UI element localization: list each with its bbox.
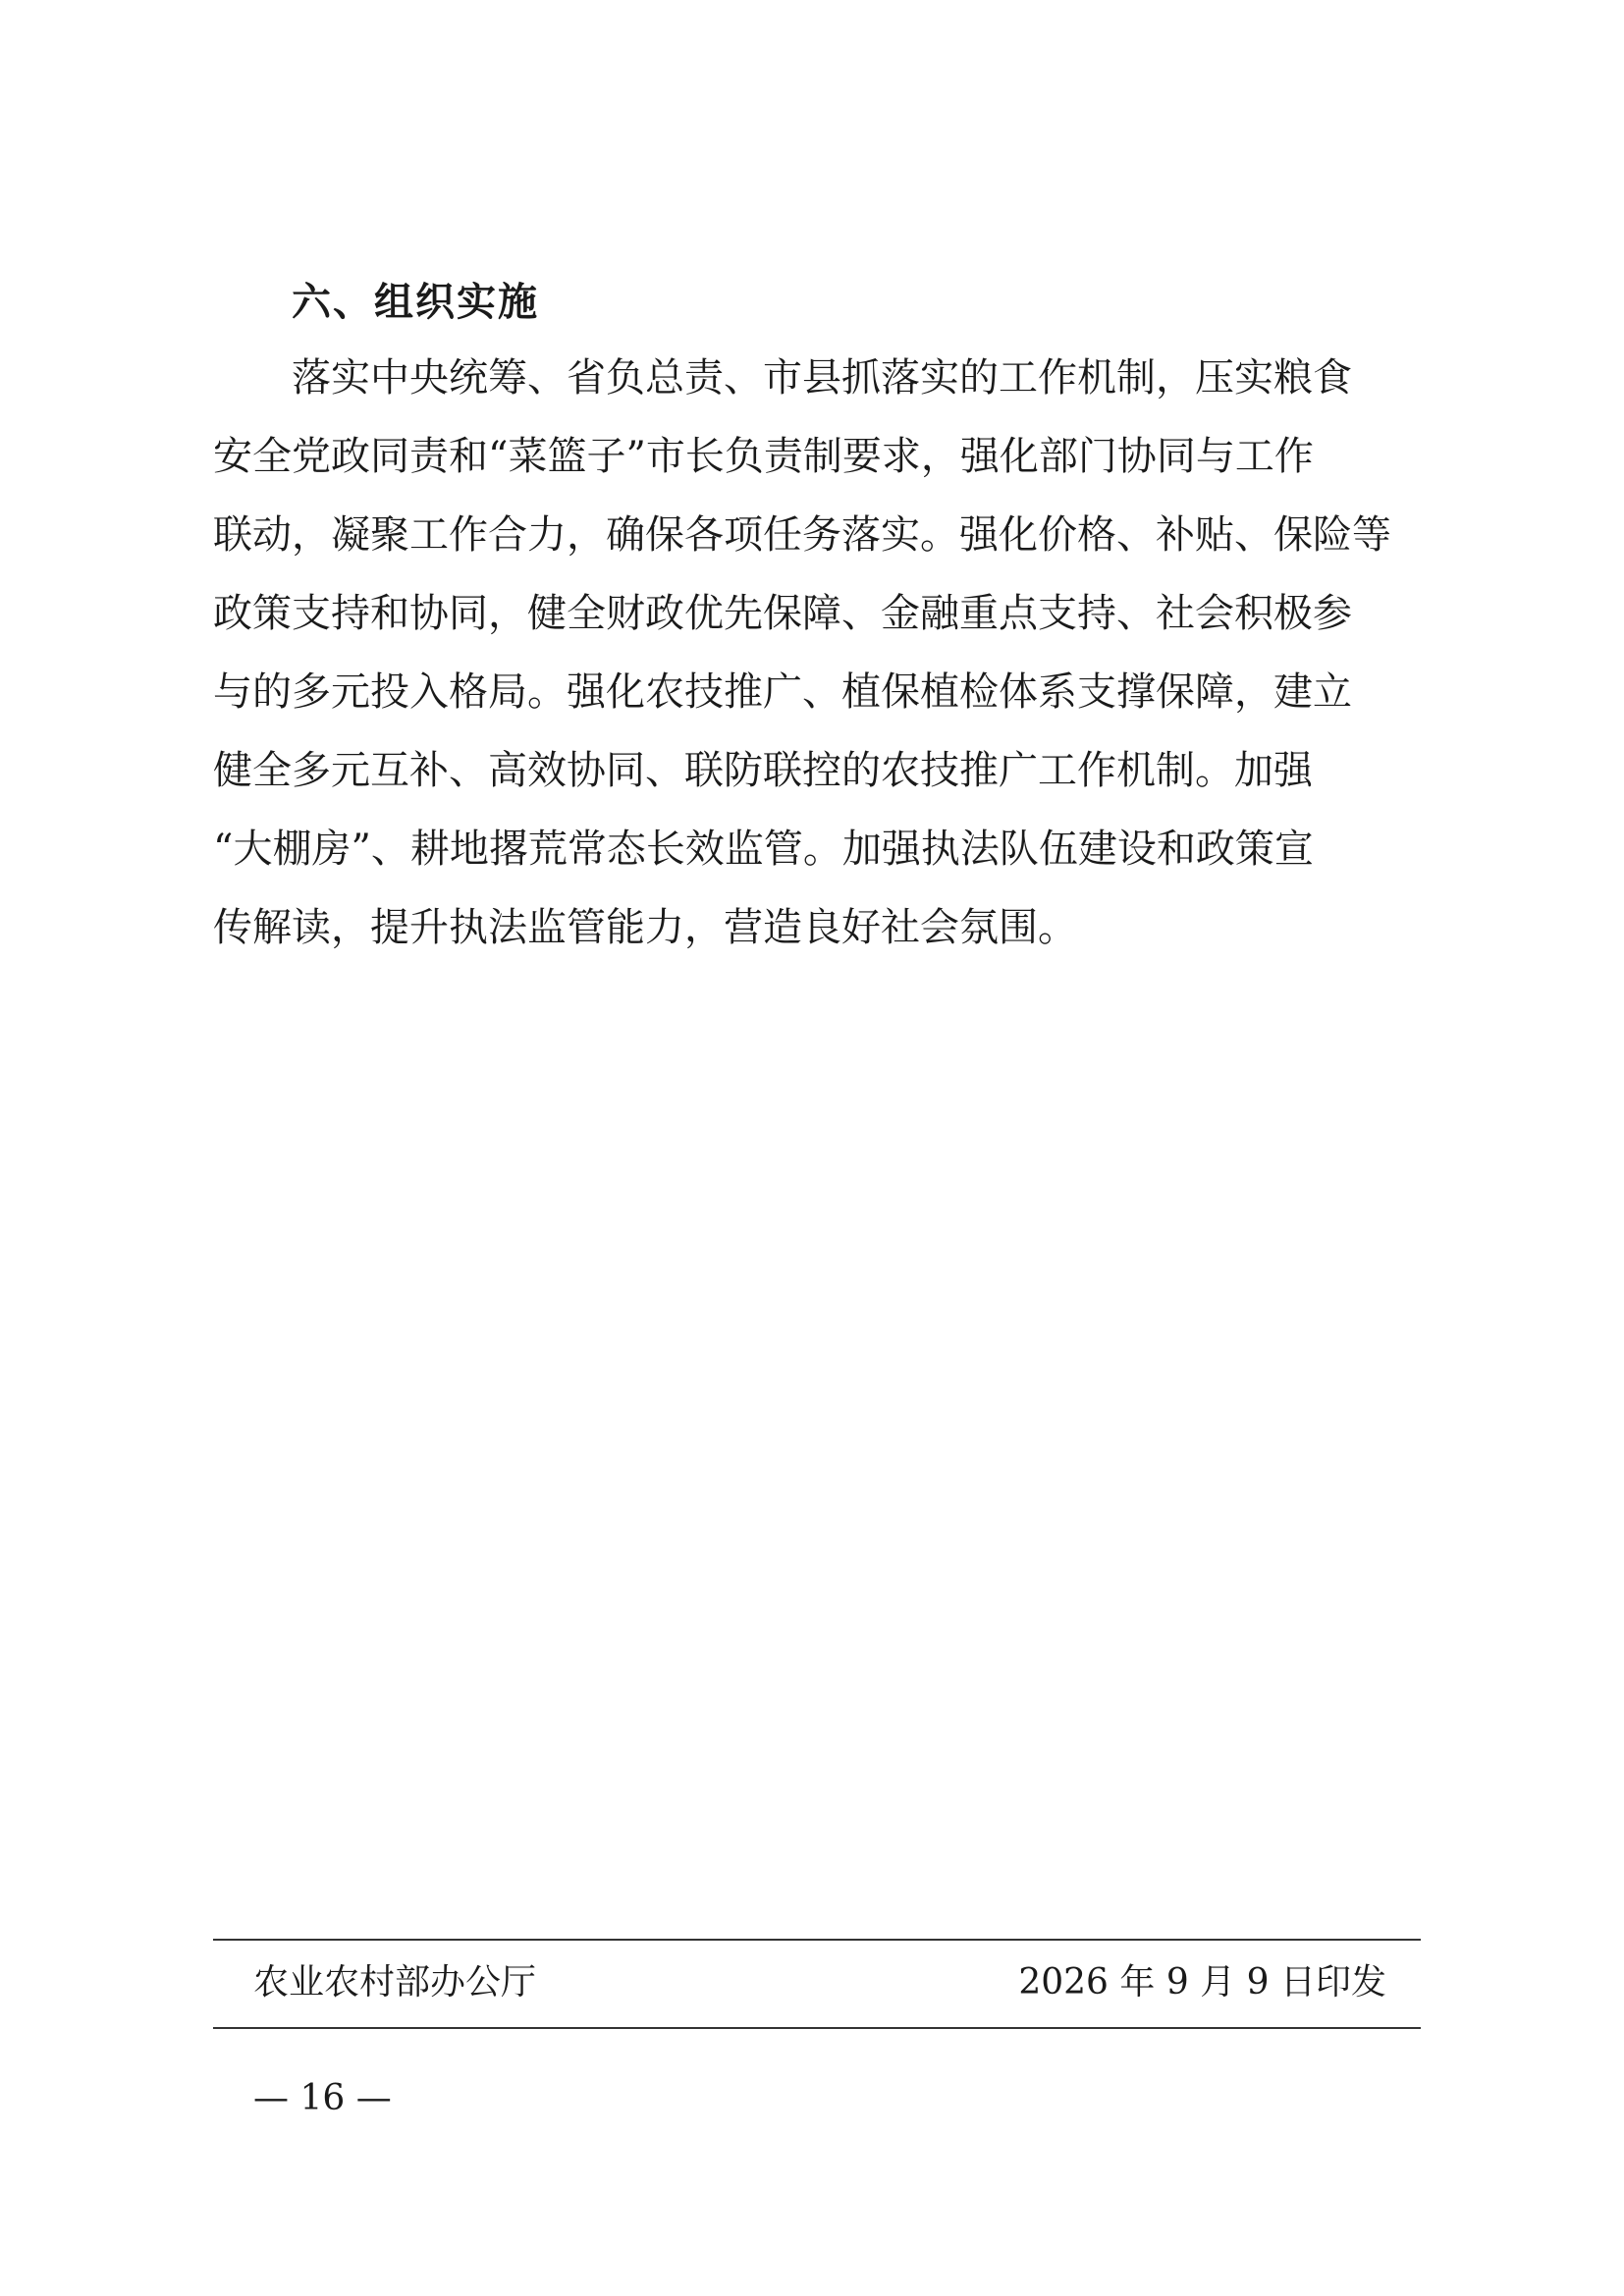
body-line: 落实中央统筹、省负总责、市县抓落实的工作机制，压实粮食 <box>292 355 1352 400</box>
section-heading: 六、组织实施 <box>292 280 539 325</box>
body-line: 与的多元投入格局。强化农技推广、植保植检体系支撑保障，建立 <box>213 669 1352 715</box>
body-line: 政策支持和协同，健全财政优先保障、金融重点支持、社会积极参 <box>213 591 1352 636</box>
footer-rule-bottom <box>213 2027 1421 2029</box>
footer-rule-top <box>213 1939 1421 1941</box>
issue-date: 2026 年 9 月 9 日印发 <box>1018 1962 1386 2002</box>
page-number: — 16 — <box>253 2078 392 2118</box>
body-line: 安全党政同责和“菜篮子”市长负责制要求，强化部门协同与工作 <box>213 434 1314 479</box>
issuer-name: 农业农村部办公厅 <box>253 1962 537 2002</box>
body-line: 传解读，提升执法监管能力，营造良好社会氛围。 <box>213 905 1077 950</box>
body-line: 联动，凝聚工作合力，确保各项任务落实。强化价格、补贴、保险等 <box>213 512 1391 558</box>
body-line: “大棚房”、耕地撂荒常态长效监管。加强执法队伍建设和政策宣 <box>213 827 1314 872</box>
body-line: 健全多元互补、高效协同、联防联控的农技推广工作机制。加强 <box>213 748 1313 793</box>
